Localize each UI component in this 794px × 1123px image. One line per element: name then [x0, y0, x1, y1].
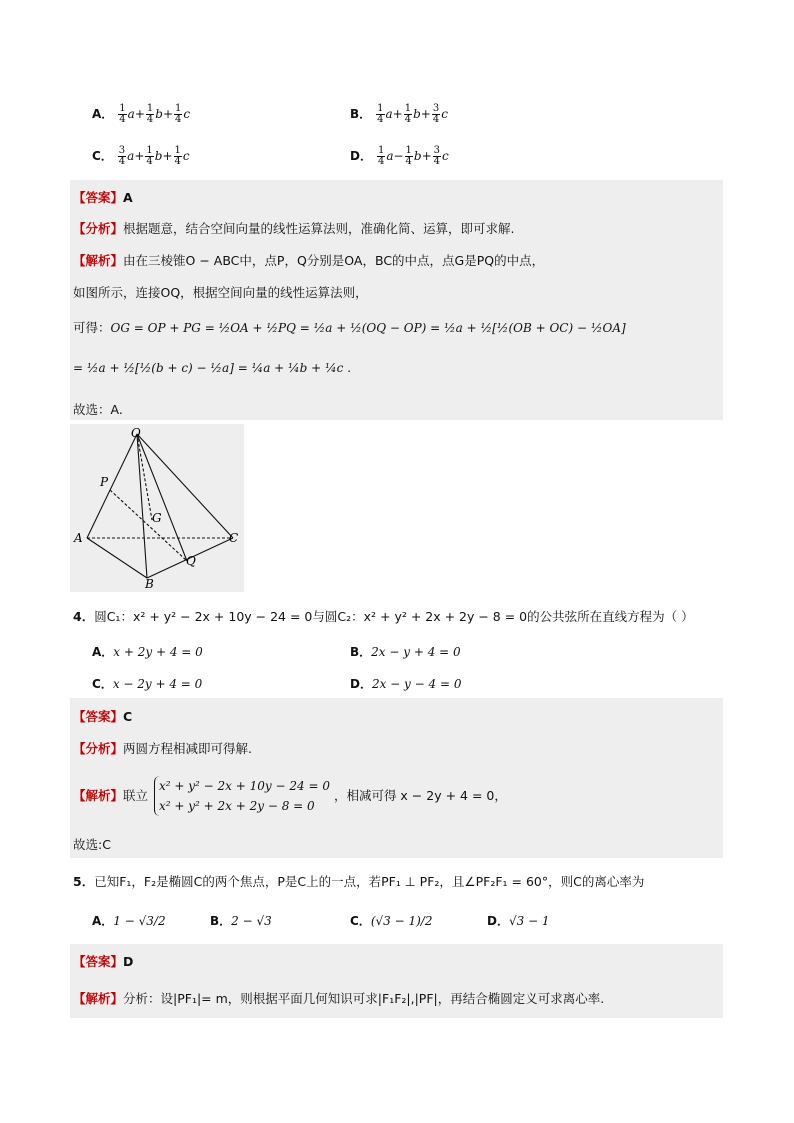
q5-option-d-expr: √3 − 1 [508, 914, 550, 928]
q4-option-d-expr: 2x − y − 4 = 0 [371, 677, 462, 691]
q4-answer-row [73, 707, 132, 725]
q5-answer-tag: 【答案】 [73, 954, 124, 969]
option-a-label: A． [92, 107, 114, 121]
q4-answer-value: C [123, 709, 133, 724]
q5-option-c-label: C． [350, 914, 371, 928]
q3-answer-row [73, 188, 133, 206]
answer-value: A [123, 190, 133, 205]
q4-solution-row [73, 776, 507, 816]
analysis-tag: 【分析】 [73, 221, 124, 236]
q4-option-c-label: C． [92, 677, 113, 691]
solution-line-3-formula: OG = OP + PG = ½OA + ½PQ = ½a + ½(OQ − OP) = ½a + ½[½(OB + OC) − ½OA] [110, 321, 626, 335]
q5-answer-row [73, 952, 133, 970]
q5-option-b-label: B． [210, 914, 232, 928]
label-G: G [152, 511, 162, 525]
q5-option-b [210, 912, 272, 929]
solution-line-1: 由在三棱锥O − ABC中，点P，Q分别是OA，BC的中点，点G是PQ的中点， [123, 253, 545, 268]
q4-option-b [350, 643, 461, 660]
q5-option-c-expr: (√3 − 1)/2 [370, 914, 433, 928]
q4-option-a [92, 643, 203, 660]
option-b-label: B． [350, 107, 372, 121]
analysis-text: 根据题意，结合空间向量的线性运算法则，准确化简、运算，即可求解. [123, 221, 515, 236]
option-c [92, 146, 190, 167]
q5-option-a [92, 912, 166, 929]
q4-analysis-tag: 【分析】 [73, 741, 124, 756]
q4-choose: 故选:C [73, 837, 111, 852]
q4-number: 4． [73, 609, 95, 624]
label-B: B [145, 577, 154, 591]
q4-option-c [92, 675, 202, 692]
q4-option-c-expr: x − 2y + 4 = 0 [112, 677, 203, 691]
q3-solution-line-3 [73, 318, 626, 336]
q4-option-a-expr: x + 2y + 4 = 0 [113, 645, 203, 659]
q5-option-c [350, 912, 432, 929]
solution-line-3-prefix: 可得： [73, 320, 111, 335]
q4-solution-pre: 联立 [123, 788, 149, 803]
q5-option-a-expr: 1 − √3/2 [113, 914, 166, 928]
q5-answer-value: D [123, 954, 134, 969]
q5-solution-row [73, 989, 604, 1007]
q4-system-eq1: x² + y² − 2x + 10y − 24 = 0 [159, 779, 330, 793]
q5-option-b-expr: 2 − √3 [231, 914, 272, 928]
q4-analysis-row [73, 739, 252, 757]
q4-option-d [350, 675, 461, 692]
q4-solution-post: ，相减可得 x − 2y + 4 = 0， [333, 788, 507, 803]
option-c-expr: $\frac{3}{4}$ a+ $\frac{1}{4}$ b+ $\frac{1}{4}$ c [118, 145, 190, 167]
q5-number: 5． [73, 874, 95, 889]
q3-solution-row [73, 251, 544, 269]
q5-option-a-label: A． [92, 914, 114, 928]
option-d-expr: $\frac{1}{4}$ a− $\frac{1}{4}$ b+ $\frac{3}{4}$ c [377, 145, 449, 167]
option-d-label: D． [350, 149, 372, 163]
q4-option-b-expr: 2x − y + 4 = 0 [371, 645, 461, 659]
q3-choose: 故选：A. [73, 402, 123, 417]
q3-solution-line-4 [73, 360, 351, 375]
label-Q: Q [186, 554, 196, 568]
q3-analysis-row [73, 219, 515, 237]
label-C: C [229, 531, 239, 545]
label-P: P [100, 475, 109, 489]
q4-answer-tag: 【答案】 [73, 709, 124, 724]
q5-stem-text: 已知F₁，F₂是椭圆C的两个焦点，P是C上的一点，若PF₁ ⊥ PF₂，且∠PF₂F₁ = 60°，则C的离心率为 [94, 874, 645, 889]
q4-option-a-label: A． [92, 645, 114, 659]
answer-tag: 【答案】 [73, 190, 124, 205]
option-c-label: C． [92, 149, 113, 163]
q4-solution-tag: 【解析】 [73, 788, 124, 803]
q4-option-b-label: B． [350, 645, 372, 659]
q5-option-d-label: D． [487, 914, 509, 928]
option-b [350, 104, 448, 125]
solution-tag: 【解析】 [73, 253, 124, 268]
q5-stem [73, 872, 644, 890]
q4-stem [73, 607, 694, 625]
option-d [350, 146, 449, 167]
q4-system-eq2: x² + y² + 2x + 2y − 8 = 0 [159, 799, 315, 813]
q4-analysis-text: 两圆方程相减即可得解. [123, 741, 252, 756]
solution-line-4-formula: = ½a + ½[½(b + c) − ½a] = ¼a + ¼b + ¼c . [73, 361, 352, 375]
label-O: O [131, 426, 141, 440]
tetrahedron-figure [70, 424, 244, 592]
q5-solution-tag: 【解析】 [73, 991, 124, 1006]
option-a-expr: $\frac{1}{4}$ a+ $\frac{1}{4}$ b+ $\frac{1}{4}$ c [119, 103, 191, 125]
label-A: A [74, 531, 83, 545]
option-a [92, 104, 190, 125]
q4-option-d-label: D． [350, 677, 372, 691]
option-b-expr: $\frac{1}{4}$ a+ $\frac{1}{4}$ b+ $\frac{3}{4}$ c [377, 103, 448, 125]
q5-option-d [487, 912, 550, 929]
q4-system-brace [154, 776, 330, 816]
q5-solution-text: 分析：设|PF₁|= m，则根据平面几何知识可求|F₁F₂|,|PF|，再结合椭圆定义可求离心率. [123, 991, 605, 1006]
q3-solution-line-2: 如图所示，连接OQ，根据空间向量的线性运算法则， [73, 285, 368, 300]
q4-stem-text: 圆C₁：x² + y² − 2x + 10y − 24 = 0与圆C₂：x² + y² + 2x + 2y − 8 = 0的公共弦所在直线方程为（ ） [94, 609, 694, 624]
tetrahedron-diagram [70, 424, 244, 592]
